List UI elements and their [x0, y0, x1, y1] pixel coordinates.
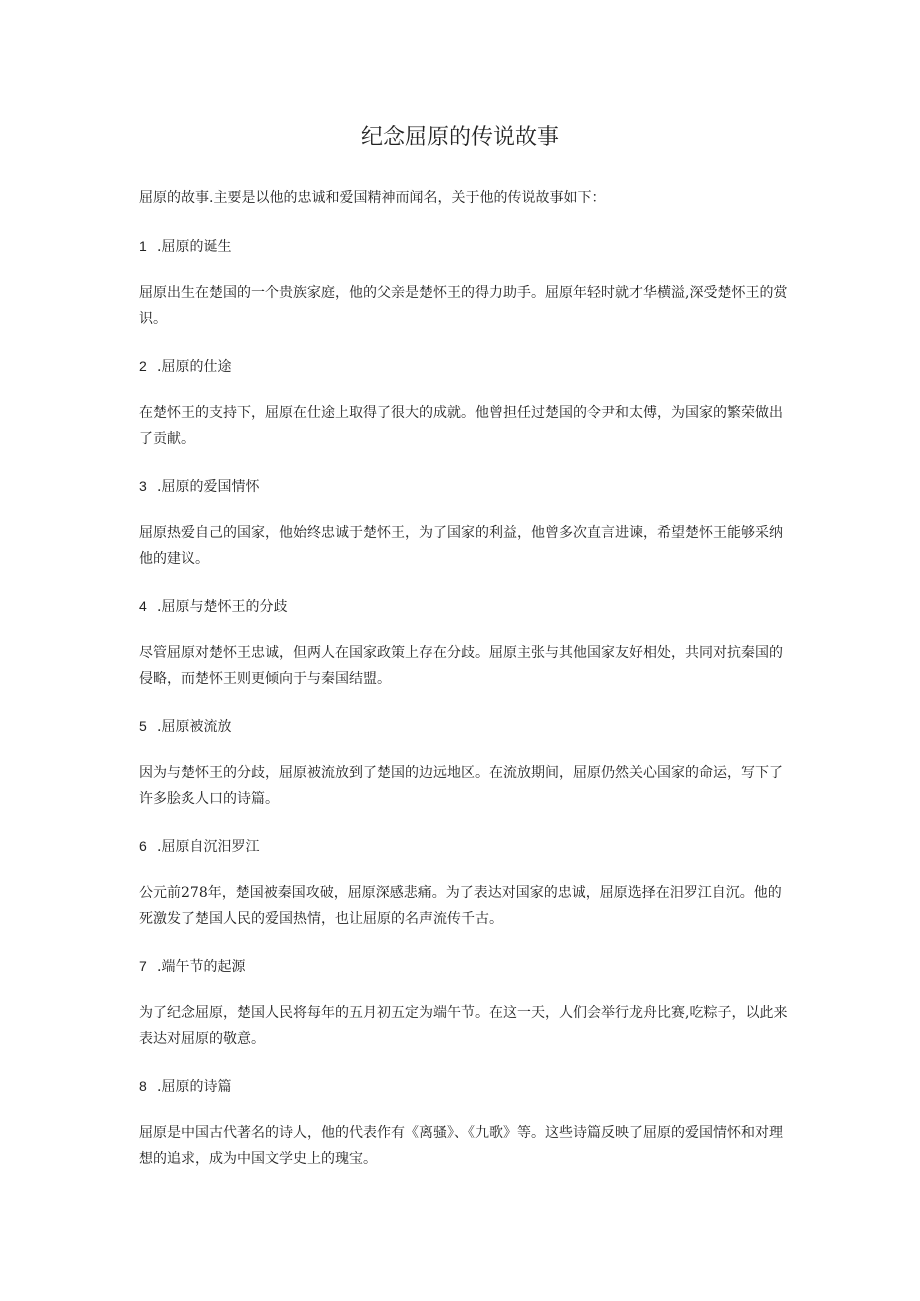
section-number: 7 [139, 958, 147, 974]
section-8 [139, 1074, 789, 1172]
section-body: 屈原是中国古代著名的诗人，他的代表作有《离骚》、《九歌》等。这些诗篇反映了屈原的爱国情怀和对理想的追求，成为中国文学史上的瑰宝。 [139, 1125, 783, 1167]
section-body: 屈原出生在楚国的一个贵族家庭，他的父亲是楚怀王的得力助手。屈原年轻时就才华横溢,深受楚怀王的赏识。 [139, 285, 788, 327]
section-number: 3 [139, 478, 147, 494]
section-number: 5 [139, 718, 147, 734]
section-heading-text: .端午节的起源 [157, 959, 246, 975]
section-number: 2 [139, 358, 147, 374]
sections-list [139, 234, 789, 1194]
document-title: 纪念屈原的传说故事 [360, 125, 559, 150]
section-heading [139, 234, 789, 258]
section-heading [139, 1074, 789, 1098]
section-heading [139, 954, 789, 978]
section-body: 公元前278年，楚国被秦国攻破，屈原深感悲痛。为了表达对国家的忠诚，屈原选择在汨罗江自沉。他的死激发了楚国人民的爱国热情，也让屈原的名声流传千古。 [139, 885, 782, 927]
section-heading-text: .屈原自沉汨罗江 [157, 839, 260, 855]
section-heading-text: .屈原的诗篇 [157, 1079, 232, 1095]
section-heading-text: .屈原的爱国情怀 [157, 479, 260, 495]
section-3 [139, 474, 789, 572]
section-number: 1 [139, 238, 147, 254]
section-heading [139, 594, 789, 618]
section-heading [139, 834, 789, 858]
section-heading [139, 474, 789, 498]
section-heading [139, 714, 789, 738]
section-heading-text: .屈原被流放 [157, 719, 232, 735]
section-number: 6 [139, 838, 147, 854]
section-body: 在楚怀王的支持下，屈原在仕途上取得了很大的成就。他曾担任过楚国的令尹和太傅，为国家的繁荣做出了贡献。 [139, 405, 783, 447]
intro-paragraph: 屈原的故事.主要是以他的忠诚和爱国精神而闻名，关于他的传说故事如下： [139, 190, 606, 206]
section-heading-text: .屈原的仕途 [157, 359, 232, 375]
section-1 [139, 234, 789, 332]
section-heading [139, 354, 789, 378]
section-number: 8 [139, 1078, 147, 1094]
section-body: 屈原热爱自己的国家，他始终忠诚于楚怀王，为了国家的利益，他曾多次直言进谏，希望楚怀王能够采纳他的建议。 [139, 525, 783, 567]
section-2 [139, 354, 789, 452]
section-6 [139, 834, 789, 932]
section-body: 尽管屈原对楚怀王忠诚，但两人在国家政策上存在分歧。屈原主张与其他国家友好相处，共同对抗秦国的侵略，而楚怀王则更倾向于与秦国结盟。 [139, 645, 783, 687]
section-4 [139, 594, 789, 692]
section-7 [139, 954, 789, 1052]
section-number: 4 [139, 598, 147, 614]
section-5 [139, 714, 789, 812]
section-heading-text: .屈原与楚怀王的分歧 [157, 599, 288, 615]
section-heading-text: .屈原的诞生 [157, 239, 232, 255]
section-body: 因为与楚怀王的分歧，屈原被流放到了楚国的边远地区。在流放期间，屈原仍然关心国家的命运，写下了许多脍炙人口的诗篇。 [139, 765, 783, 807]
section-body: 为了纪念屈原，楚国人民将每年的五月初五定为端午节。在这一天，人们会举行龙舟比赛,吃粽子，以此来表达对屈原的敬意。 [139, 1005, 788, 1047]
